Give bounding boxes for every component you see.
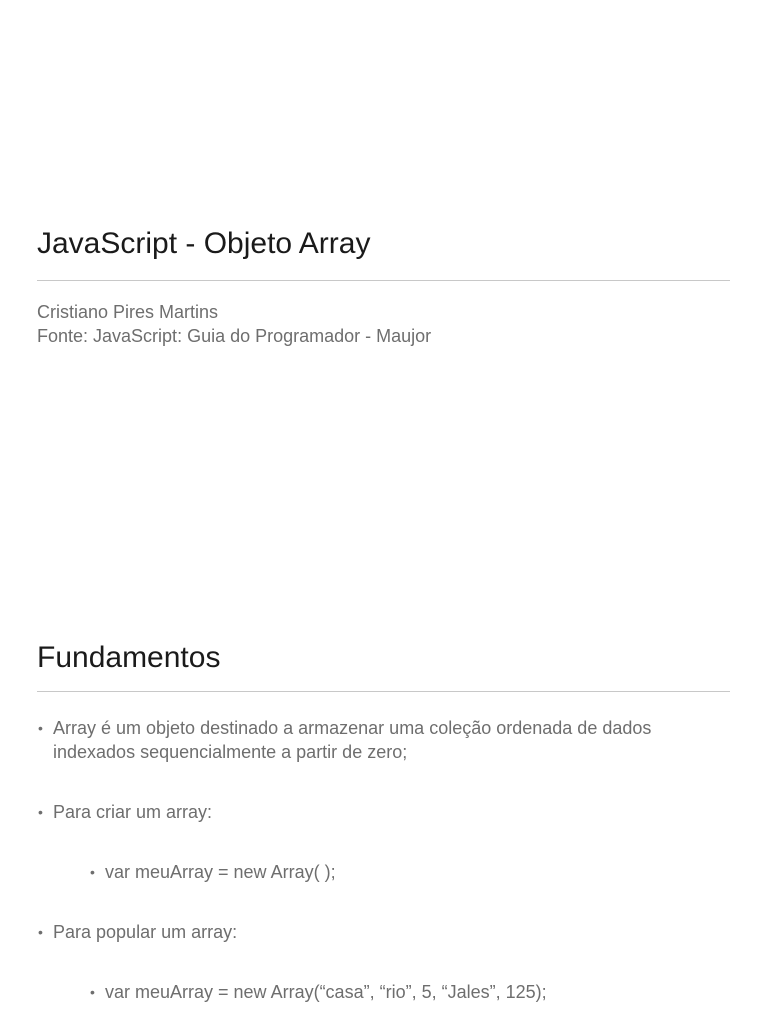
- list-item: [38, 920, 743, 944]
- bullet-marker: •: [38, 924, 43, 940]
- code-example: var meuArray = new Array( );: [105, 862, 336, 882]
- bullet-text: Para criar um array:: [53, 802, 213, 822]
- slide-title: JavaScript - Objeto Array: [37, 227, 371, 260]
- bullet-text-line: indexados sequencialmente a partir de zero;: [53, 742, 408, 762]
- source-reference: Fonte: JavaScript: Guia do Programador - Maujor: [37, 326, 432, 346]
- list-item: [38, 800, 743, 824]
- list-item: [90, 980, 745, 1004]
- title-divider: [37, 280, 730, 281]
- bullet-marker: •: [90, 864, 95, 880]
- content-slide: [0, 512, 768, 1024]
- bullet-marker: •: [90, 984, 95, 1000]
- author-name: Cristiano Pires Martins: [37, 302, 219, 322]
- code-example: var meuArray = new Array(“casa”, “rio”, 5, “Jales”, 125);: [105, 982, 547, 1002]
- bullet-text-line: Array é um objeto destinado a armazenar uma coleção ordenada de dados: [53, 718, 652, 738]
- bullet-marker: •: [38, 804, 43, 820]
- bullet-text: Para popular um array:: [53, 922, 238, 942]
- section-title: Fundamentos: [37, 641, 221, 674]
- bullet-marker: •: [38, 720, 43, 736]
- list-item: [38, 716, 743, 764]
- section-divider: [37, 691, 730, 692]
- list-item: [90, 860, 745, 884]
